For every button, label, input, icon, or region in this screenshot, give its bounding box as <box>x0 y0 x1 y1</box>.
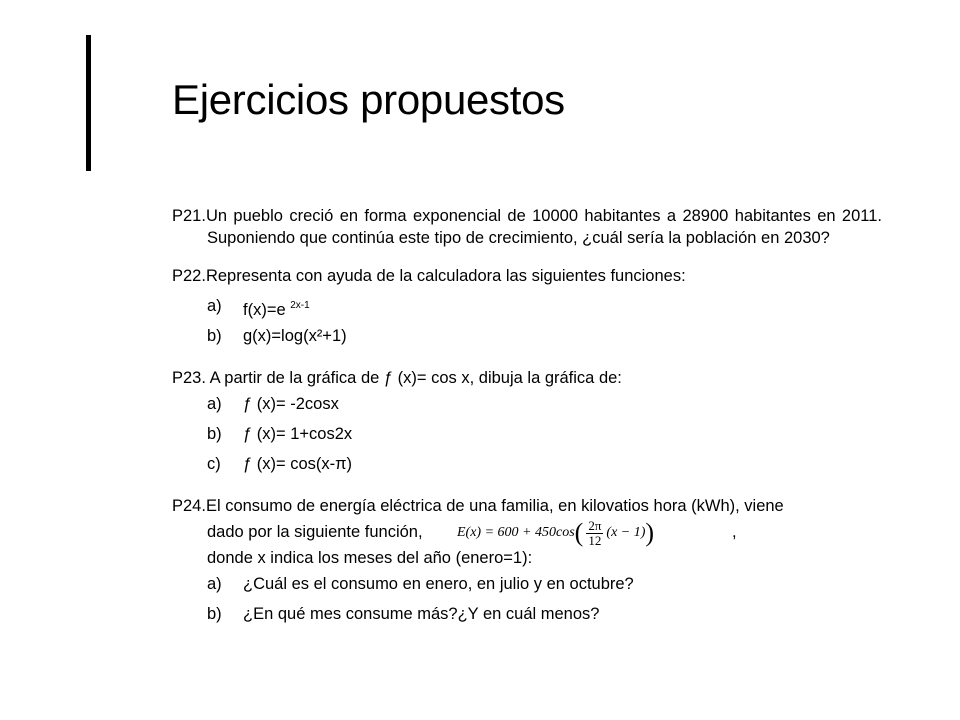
item-text: ƒ (x)= cos(x-π) <box>243 455 353 473</box>
problem-text: P21.Un pueblo creció en forma exponencial de 10000 habitantes a 28900 habitantes en 2011. Suponiendo que continúa este tipo de crecimiento, ¿cuál sería la población en 2030? <box>172 207 882 247</box>
problem-text: P23. A partir de la gráfica de ƒ (x)= cos x, dibuja la gráfica de: <box>172 369 622 387</box>
item-label: a) <box>207 575 222 593</box>
formula-paren: ( <box>574 518 584 547</box>
list-item <box>172 389 882 419</box>
formula-paren: ) <box>645 518 655 547</box>
fraction-numerator: 2π <box>588 517 602 533</box>
item-text: f(x)=e <box>243 301 286 319</box>
item-exponent: 2x-1 <box>290 300 310 311</box>
list-item <box>172 291 882 321</box>
formula-line <box>172 517 882 547</box>
title-accent-bar <box>86 35 91 171</box>
formula-right: (x − 1) <box>606 525 646 540</box>
formula-fraction <box>586 519 603 548</box>
item-text: ¿Cuál es el consumo en enero, en julio y en octubre? <box>243 575 634 593</box>
list-item <box>172 599 882 629</box>
problem-p21 <box>172 205 882 249</box>
slide-title: Ejercicios propuestos <box>172 76 565 123</box>
item-label: b) <box>207 425 222 443</box>
list-item <box>172 419 882 449</box>
problem-text-line: donde x indica los meses del año (enero=1): <box>207 549 533 567</box>
problem-p24 <box>172 495 882 629</box>
problem-text: P24.El consumo de energía eléctrica de una familia, en kilovatios hora (kWh), viene <box>172 497 784 515</box>
list-item <box>172 569 882 599</box>
energy-formula <box>457 513 654 553</box>
list-item <box>172 321 882 351</box>
problem-text: P22.Representa con ayuda de la calculadora las siguientes funciones: <box>172 267 686 285</box>
item-label: b) <box>207 605 222 623</box>
item-label: b) <box>207 327 222 345</box>
sub-item-list <box>172 389 882 479</box>
list-item <box>172 449 882 479</box>
problem-text-line: dado por la siguiente función, <box>207 523 423 541</box>
problem-p22 <box>172 265 882 351</box>
item-text: ƒ (x)= 1+cos2x <box>243 425 353 443</box>
item-text: ¿En qué mes consume más?¿Y en cuál menos? <box>243 605 600 623</box>
sub-item-list <box>172 569 882 629</box>
exercise-list <box>172 205 882 645</box>
fraction-denominator: 12 <box>588 532 602 548</box>
formula-left: E(x) = 600 + 450cos <box>457 525 575 540</box>
item-text: ƒ (x)= -2cosx <box>243 395 339 413</box>
item-label: c) <box>207 455 221 473</box>
item-label: a) <box>207 297 222 315</box>
problem-p23 <box>172 367 882 479</box>
sub-item-list <box>172 291 882 351</box>
formula-comma: , <box>732 523 737 541</box>
item-label: a) <box>207 395 222 413</box>
item-text: g(x)=log(x²+1) <box>243 327 347 345</box>
